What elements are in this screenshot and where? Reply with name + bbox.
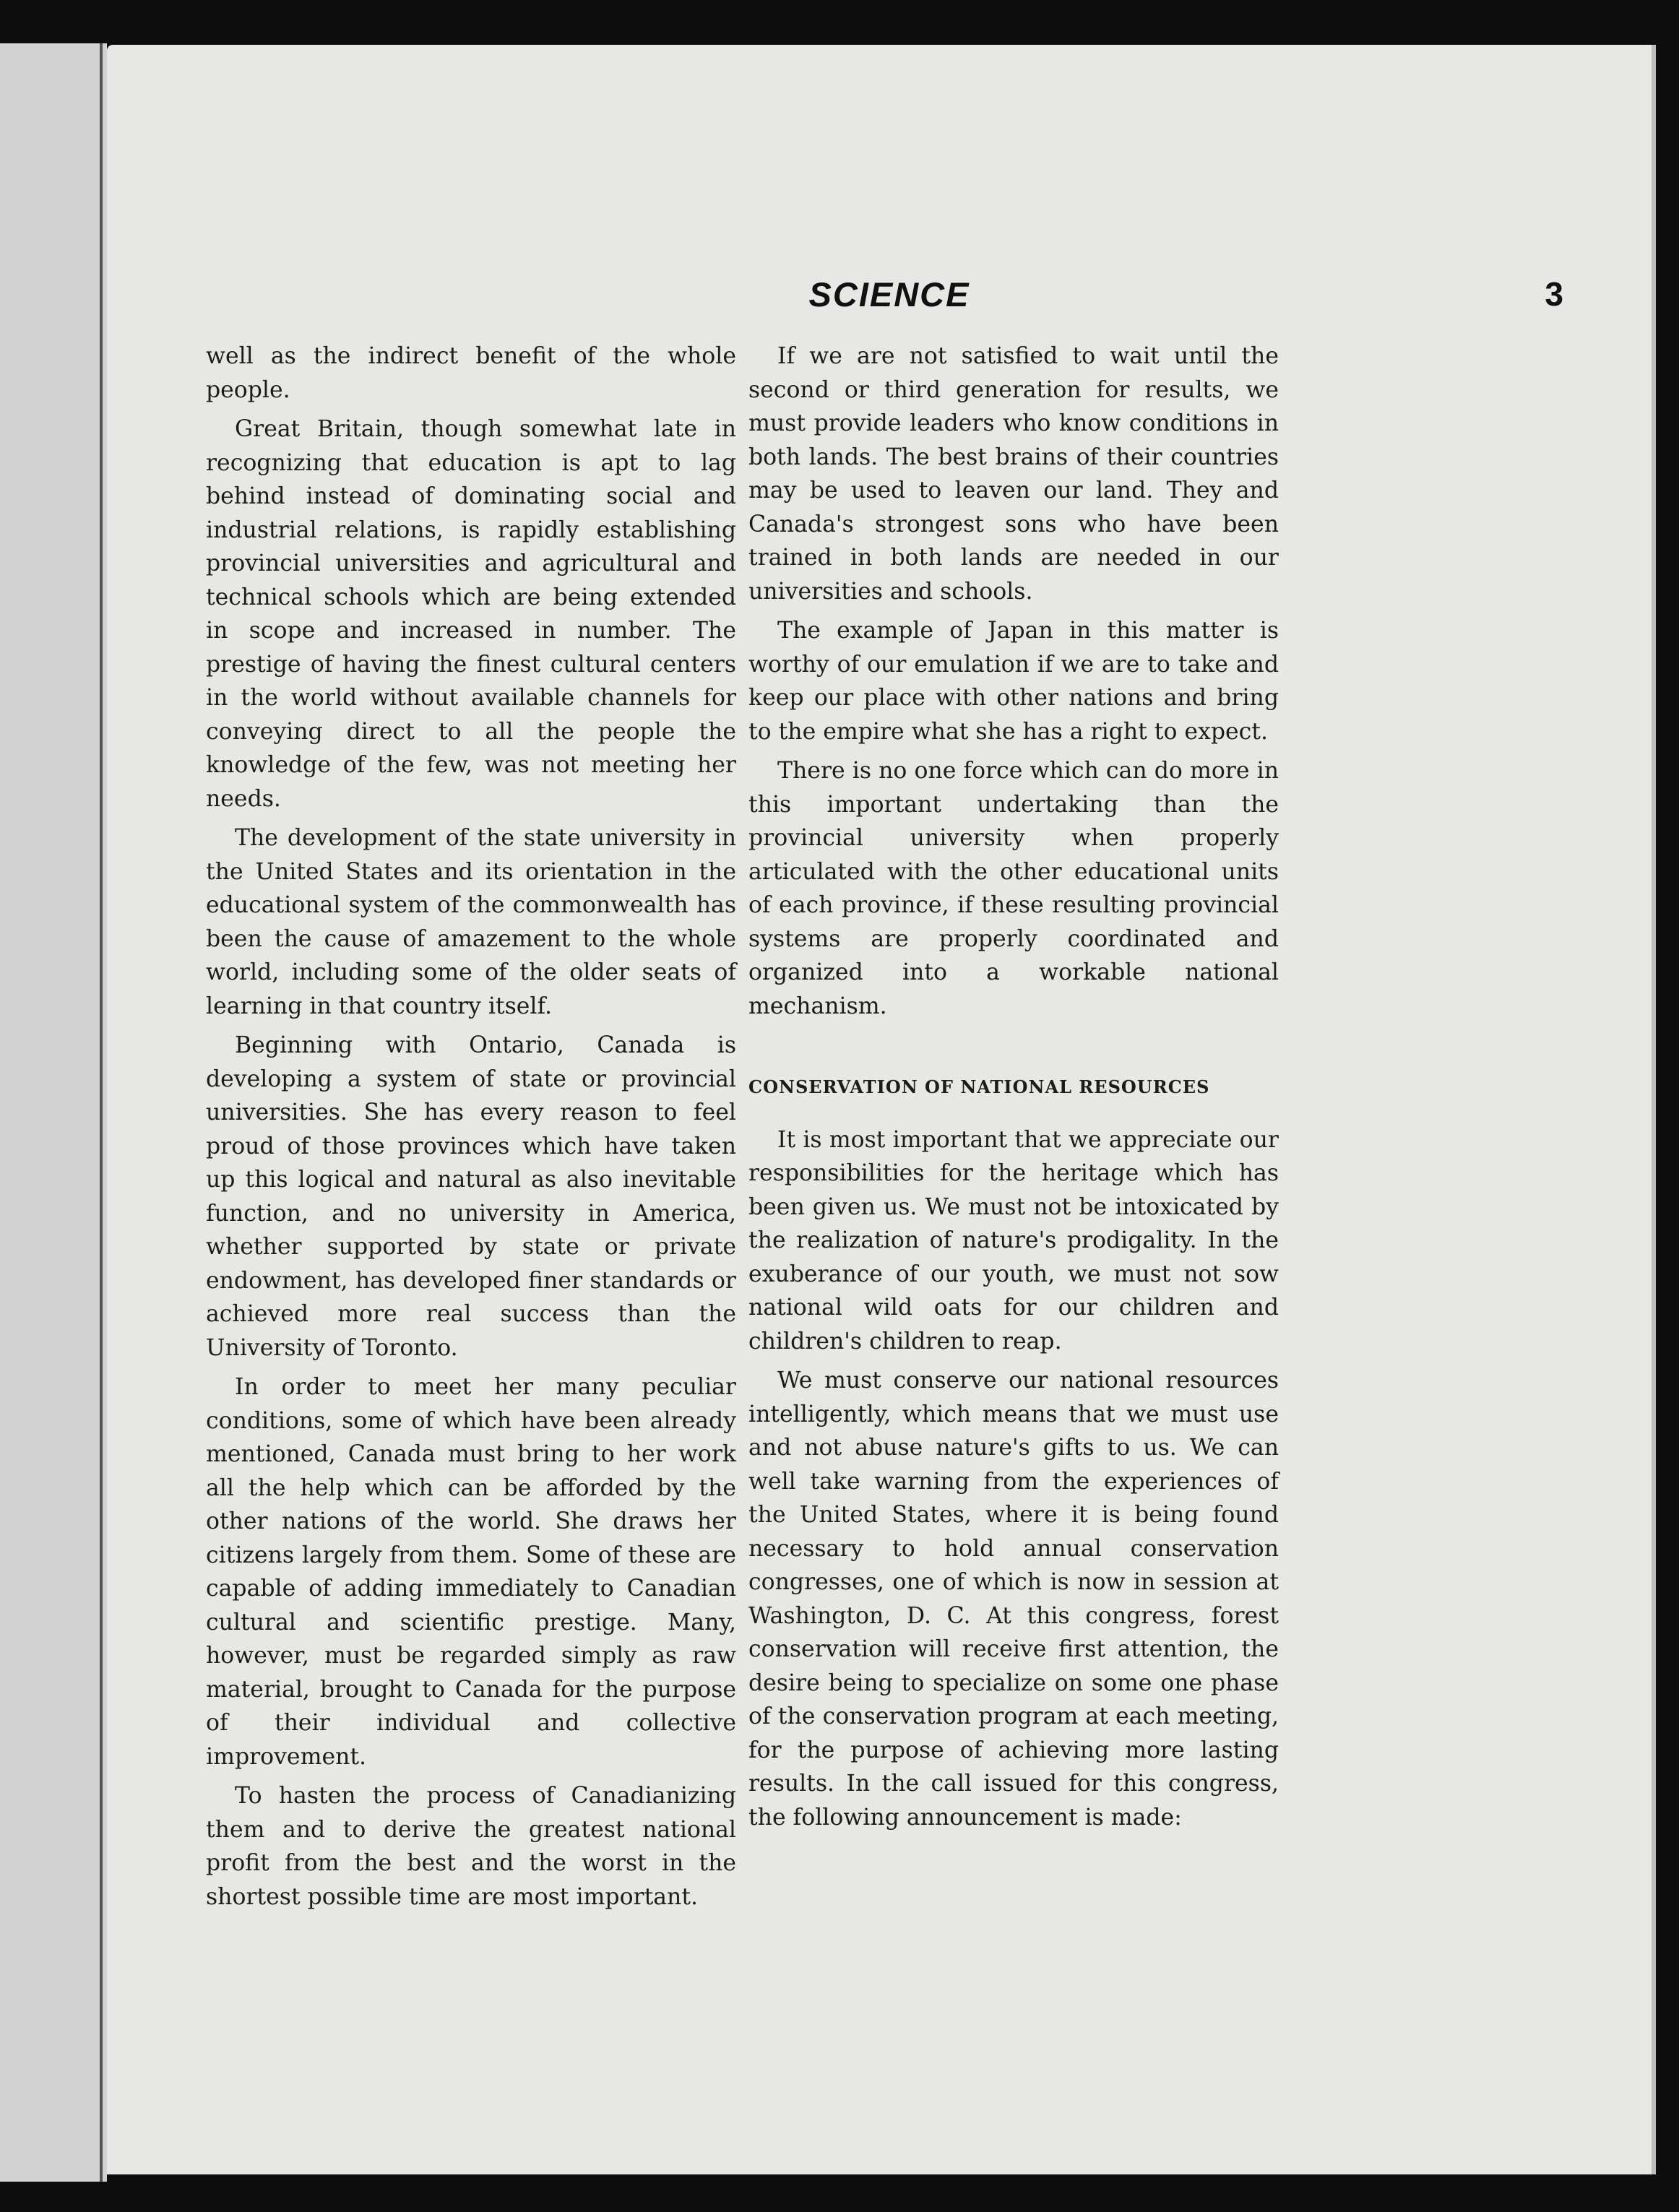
paragraph: We must conserve our national resources intelligently, which means that we must use and not abuse nature's gifts to us. We can well take warning from the experiences of the United States, where it is being found necessary to hold annual conservation congresses, one of which is now in session at Washington, D. C. At this congress, forest conservation will receive first attention, the desire being to specialize on some one phase of the conservation program at each meeting, for the purpose of achieving more lasting results. In the call issued for this congress, the following announcement is made:	[748, 1368, 1279, 1831]
paragraph: If we are not satisfied to wait until the second or third generation for results, we must provide leaders who know conditions in both lands. The best brains of their countries may be used to leaven our land. They and Canada's strongest sons who have been trained in both lands are needed in our universities and schools.	[748, 343, 1279, 605]
paragraph: It is most important that we appreciate our responsibilities for the heritage which has been given us. We must not be intoxicated by the realization of nature's prodigality. In the exuberance of our youth, we must not sow national wild oats for our children and children's children to reap.	[748, 1126, 1279, 1355]
paragraph: Beginning with Ontario, Canada is developing a system of state or provincial universities. She has every reason to feel proud of those provinces which have taken up this logical and natural as also inevitable function, and no university in America, whether supported by state or private endowment, has developed finer standards or achieved more real success than the University of Toronto.	[206, 1032, 736, 1361]
paragraph: In order to meet her many peculiar conditions, some of which have been already mentioned, Canada must bring to her work all the help which can be afforded by the other nations of the world. She draws her citizens largely from them. Some of these are capable of adding immediately to Canadian cultural and scientific prestige. Many, however, must be regarded simply as raw material, brought to Canada for the purpose of their individual and collective improvement.	[206, 1374, 736, 1770]
paragraph: To hasten the process of Canadianizing them and to derive the greatest national profit from the best and the worst in the shortest possible time are most important.	[206, 1783, 736, 1910]
journal-title: SCIENCE	[808, 275, 970, 314]
facing-page-edge	[0, 43, 107, 2182]
paragraph: well as the indirect benefit of the whole people.	[206, 343, 736, 403]
gutter-rule	[100, 43, 103, 2182]
right-column	[748, 340, 1279, 1834]
section-heading: CONSERVATION OF NATIONAL RESOURCES	[748, 1076, 1210, 1097]
paragraph: The example of Japan in this matter is worthy of our emulation if we are to take and keep our place with other nations and bring to the empire what she has a right to expect.	[748, 618, 1279, 745]
paragraph: There is no one force which can do more in this important undertaking than the provincial university when properly articulated with the other educational units of each province, if these resulting provincial systems are properly coordinated and organized into a workable national mechanism.	[748, 758, 1279, 1019]
page-number: 3	[1545, 275, 1563, 313]
left-column	[206, 340, 736, 1914]
paragraph: The development of the state university in the United States and its orientation in the educational system of the commonwealth has been the cause of amazement to the whole world, including some of the older seats of learning in that country itself.	[206, 825, 736, 1019]
paragraph: Great Britain, though somewhat late in recognizing that education is apt to lag behind instead of dominating social and industrial relations, is rapidly establishing provincial universities and agricultural and technical schools which are being extended in scope and increased in number. The prestige of having the finest cultural centers in the world without available channels for conveying direct to all the people the knowledge of the few, was not meeting her needs.	[206, 416, 736, 812]
